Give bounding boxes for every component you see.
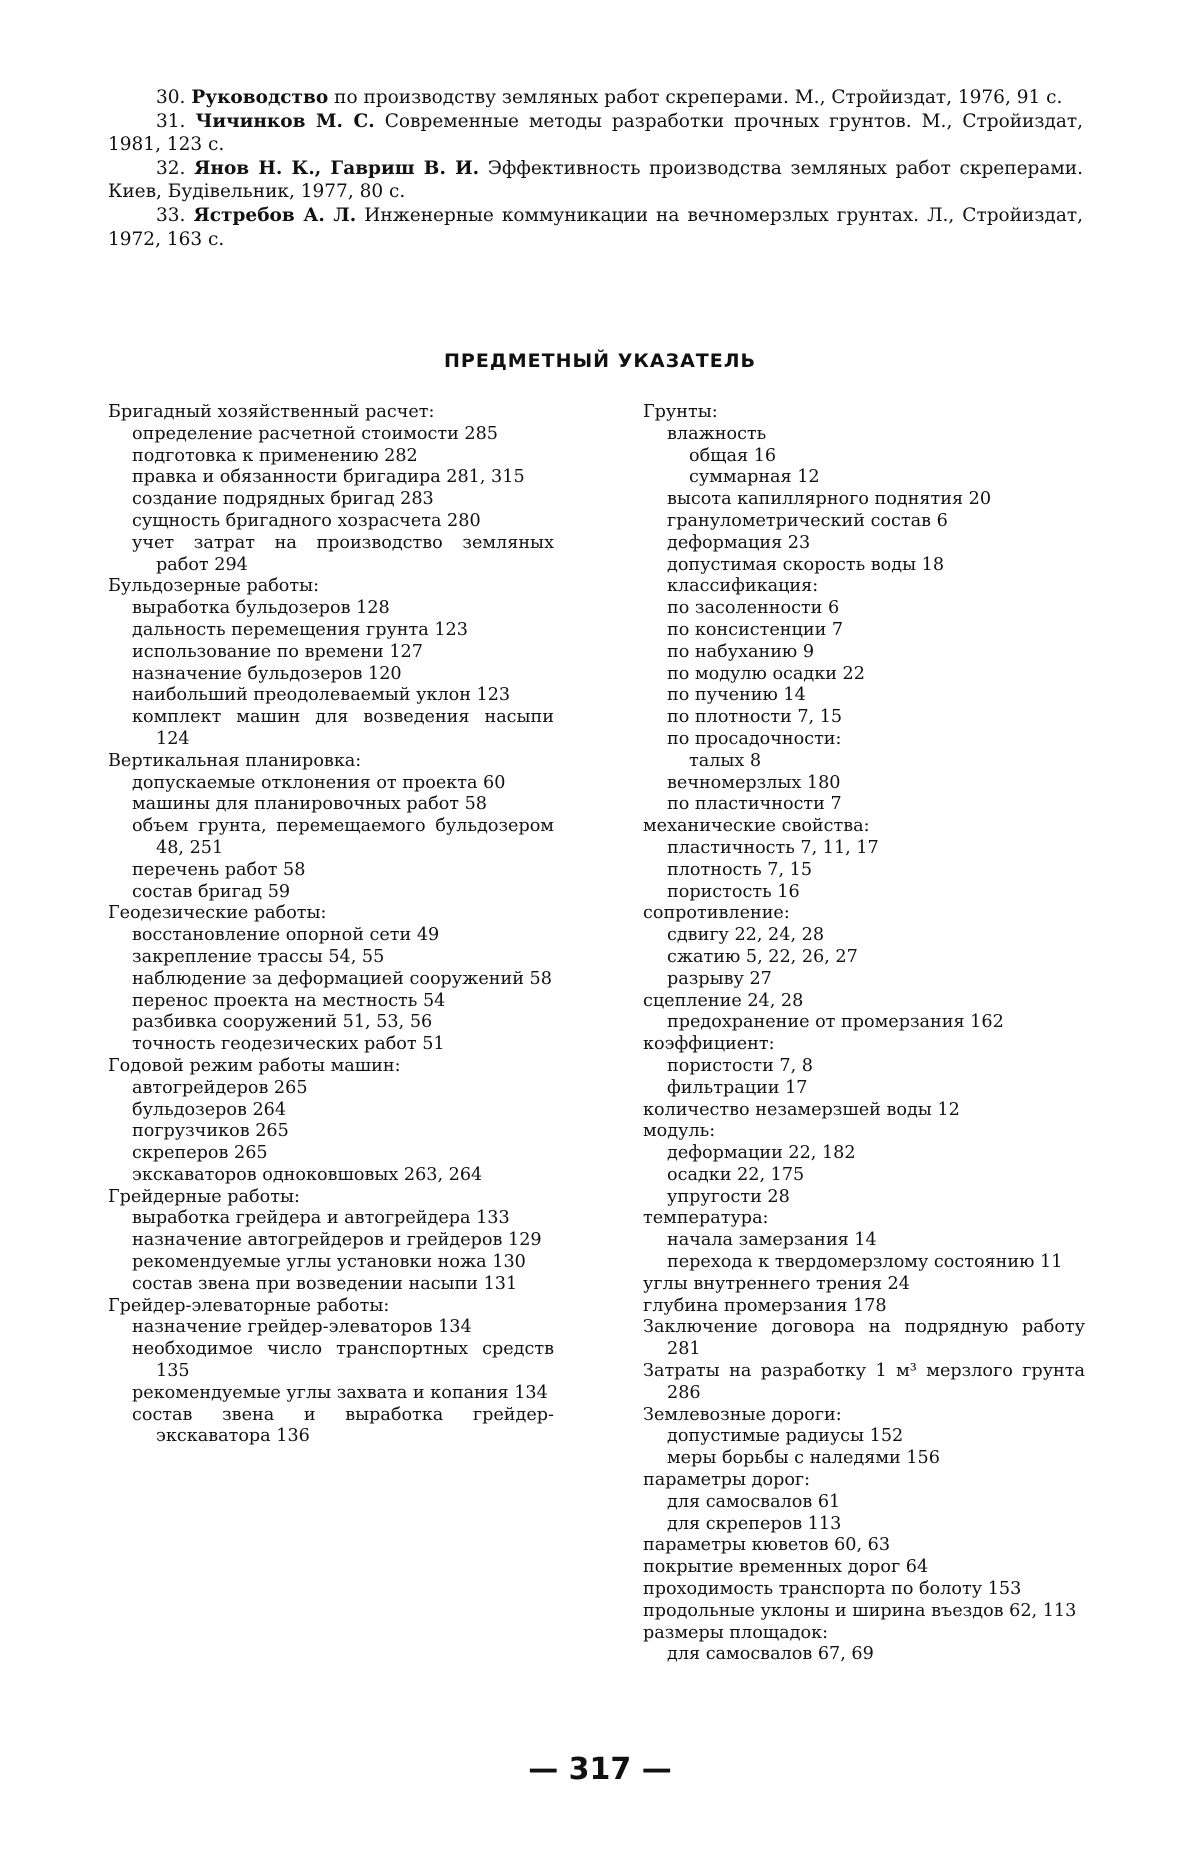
index-entry: пластичность 7, 11, 17: [667, 837, 879, 858]
index-entry: для скреперов 113: [667, 1513, 842, 1534]
index-entry: модуль:: [643, 1121, 716, 1142]
entry-author: Чичинков М. С.: [195, 110, 375, 132]
entry-text: по производству земляных работ скреперами. М., Стройиздат, 1976, 91 с.: [334, 87, 1063, 108]
index-entry: по плотности 7, 15: [667, 707, 843, 728]
index-entry: общая 16: [689, 445, 777, 466]
index-entry: осадки 22, 175: [667, 1164, 805, 1185]
index-entry: по просадочности:: [667, 728, 842, 749]
index-entry: Грейдер-элеваторные работы:: [108, 1295, 390, 1316]
index-entry: наибольший преодолеваемый уклон 123: [132, 685, 511, 706]
index-entry: сцепление 24, 28: [643, 990, 804, 1011]
index-entry: по модулю осадки 22: [667, 663, 865, 684]
bibliography-entry: [108, 157, 1083, 204]
index-entry: для самосвалов 67, 69: [667, 1644, 874, 1665]
index-entry: восстановление опорной сети 49: [132, 925, 440, 946]
index-entry: Бригадный хозяйственный расчет:: [108, 402, 435, 422]
index-entry: по пластичности 7: [667, 794, 842, 815]
bibliography-entry: [108, 204, 1083, 251]
index-entry: определение расчетной стоимости 285: [132, 423, 498, 444]
index-entry: Вертикальная планировка:: [108, 750, 362, 771]
bibliography-list: [108, 86, 1083, 251]
index-entry: меры борьбы с наледями 156: [667, 1448, 940, 1469]
index-entry: сопротивление:: [643, 903, 790, 924]
index-entry: глубина промерзания 178: [643, 1295, 887, 1316]
index-entry: пористости 7, 8: [667, 1055, 813, 1076]
index-entry: классификация:: [667, 576, 819, 597]
entry-text: Современные методы разработки прочных грунтов. М., Стройиздат, 1981, 123 с.: [108, 110, 1084, 156]
index-entry: рекомендуемые углы установки ножа 130: [132, 1252, 526, 1273]
index-entry: суммарная 12: [689, 467, 820, 488]
index-entry: бульдозеров 264: [132, 1099, 287, 1120]
index-entry: экскаваторов одноковшовых 263, 264: [132, 1164, 483, 1185]
index-entry: состав звена и выработка грейдер-экскаватора 136: [132, 1404, 554, 1447]
index-entry: наблюдение за деформацией сооружений 58: [132, 968, 552, 989]
index-entry: предохранение от промерзания 162: [667, 1012, 1004, 1033]
entry-number: 30.: [156, 87, 186, 108]
index-entry: назначение грейдер-элеваторов 134: [132, 1317, 472, 1338]
index-entry: перехода к твердомерзлому состоянию 11: [667, 1252, 1063, 1273]
index-entry: машины для планировочных работ 58: [132, 794, 488, 815]
index-entry: размеры площадок:: [643, 1622, 828, 1643]
index-entry: перенос проекта на местность 54: [132, 990, 446, 1011]
index-entry: разбивка сооружений 51, 53, 56: [132, 1012, 433, 1033]
index-entry: по консистенции 7: [667, 619, 844, 640]
index-entry: по пучению 14: [667, 685, 806, 706]
entry-text: Инженерные коммуникации на вечномерзлых грунтах. Л., Стройиздат, 1972, 163 с.: [108, 204, 1083, 250]
entry-author: Руководство: [191, 87, 329, 108]
index-entry: закрепление трассы 54, 55: [132, 946, 385, 967]
index-entry: влажность: [667, 423, 767, 444]
index-entry: подготовка к применению 282: [132, 445, 418, 466]
index-entry: назначение автогрейдеров и грейдеров 129: [132, 1230, 542, 1251]
index-entry: количество незамерзшей воды 12: [643, 1099, 960, 1120]
index-entry: выработка бульдозеров 128: [132, 598, 390, 619]
index-entry: углы внутреннего трения 24: [643, 1273, 910, 1294]
index-entry: по засоленности 6: [667, 598, 840, 619]
index-column-left: [108, 402, 554, 1448]
entry-text: Эффективность производства земляных работ скреперами. Киев, Будівельник, 1977, 80 с.: [108, 157, 1083, 203]
index-entry: погрузчиков 265: [132, 1121, 289, 1142]
index-entry: перечень работ 58: [132, 859, 306, 880]
index-entry: Бульдозерные работы:: [108, 576, 320, 597]
entry-number: 33.: [156, 204, 186, 226]
index-entry: сущность бригадного хозрасчета 280: [132, 510, 481, 531]
index-title: ПРЕДМЕТНЫЙ УКАЗАТЕЛЬ: [444, 350, 756, 372]
index-entry: покрытие временных дорог 64: [643, 1557, 929, 1578]
entry-author: Ястребов А. Л.: [193, 204, 357, 226]
entry-number: 32.: [156, 157, 186, 179]
index-entry: дальность перемещения грунта 123: [132, 619, 468, 640]
index-entry: Землевозные дороги:: [643, 1404, 842, 1425]
entry-author: Янов Н. К., Гавриш В. И.: [194, 157, 480, 179]
index-entry: выработка грейдера и автогрейдера 133: [132, 1208, 510, 1229]
index-entry: использование по времени 127: [132, 641, 423, 662]
index-entry: создание подрядных бригад 283: [132, 489, 434, 510]
index-entry: необходимое число транспортных средств 135: [132, 1339, 554, 1382]
index-entry: автогрейдеров 265: [132, 1077, 308, 1098]
index-entry: высота капиллярного поднятия 20: [667, 489, 992, 510]
index-entry: температура:: [643, 1208, 769, 1229]
bibliography-entry: [108, 86, 1083, 110]
index-entry: коэффициент:: [643, 1034, 775, 1055]
index-entry: фильтрации 17: [667, 1077, 808, 1098]
index-entry: точность геодезических работ 51: [132, 1034, 445, 1055]
index-entry: рекомендуемые углы захвата и копания 134: [132, 1382, 548, 1403]
index-entry: продольные уклоны и ширина въездов 62, 113: [643, 1600, 1077, 1621]
index-entry: по набуханию 9: [667, 641, 815, 662]
index-entry: Грунты:: [643, 402, 718, 422]
index-entry: упругости 28: [667, 1186, 790, 1207]
index-entry: объем грунта, перемещаемого бульдозером 48, 251: [132, 816, 554, 858]
index-entry: скреперов 265: [132, 1143, 268, 1164]
index-entry: состав бригад 59: [132, 881, 291, 902]
index-entry: начала замерзания 14: [667, 1230, 877, 1251]
index-entry: учет затрат на производство земляных работ 294: [132, 532, 554, 575]
index-entry: деформация 23: [667, 532, 811, 553]
index-column-right: [643, 402, 1085, 1666]
index-entry: параметры дорог:: [643, 1470, 811, 1491]
index-entry: сжатию 5, 22, 26, 27: [667, 946, 858, 967]
index-entry: разрыву 27: [667, 968, 772, 989]
index-entry: допустимые радиусы 152: [667, 1426, 904, 1447]
entry-number: 31.: [156, 110, 186, 132]
index-entry: сдвигу 22, 24, 28: [667, 925, 825, 946]
index-entry: правка и обязанности бригадира 281, 315: [132, 467, 525, 488]
bibliography-entry: [108, 110, 1083, 157]
index-entry: состав звена при возведении насыпи 131: [132, 1273, 518, 1294]
index-entry: гранулометрический состав 6: [667, 510, 948, 531]
index-entry: талых 8: [689, 750, 762, 771]
page-number: — 317 —: [528, 1752, 672, 1787]
index-entry: деформации 22, 182: [667, 1143, 856, 1164]
index-entry: Грейдерные работы:: [108, 1186, 300, 1207]
index-entry: пористость 16: [667, 881, 800, 902]
index-entry: механические свойства:: [643, 816, 870, 837]
index-entry: Геодезические работы:: [108, 903, 327, 924]
index-entry: назначение бульдозеров 120: [132, 663, 402, 684]
index-entry: проходимость транспорта по болоту 153: [643, 1579, 1022, 1600]
index-entry: Заключение договора на подрядную работу 281: [643, 1317, 1085, 1360]
index-entry: параметры кюветов 60, 63: [643, 1535, 891, 1556]
index-entry: комплект машин для возведения насыпи 124: [132, 707, 554, 749]
index-entry: для самосвалов 61: [667, 1491, 841, 1512]
index-entry: допустимая скорость воды 18: [667, 554, 945, 575]
index-entry: допускаемые отклонения от проекта 60: [132, 772, 506, 793]
index-entry: плотность 7, 15: [667, 859, 813, 880]
index-entry: Затраты на разработку 1 м³ мерзлого грунта 286: [643, 1361, 1085, 1403]
index-entry: Годовой режим работы машин:: [108, 1055, 401, 1076]
index-entry: вечномерзлых 180: [667, 772, 841, 793]
